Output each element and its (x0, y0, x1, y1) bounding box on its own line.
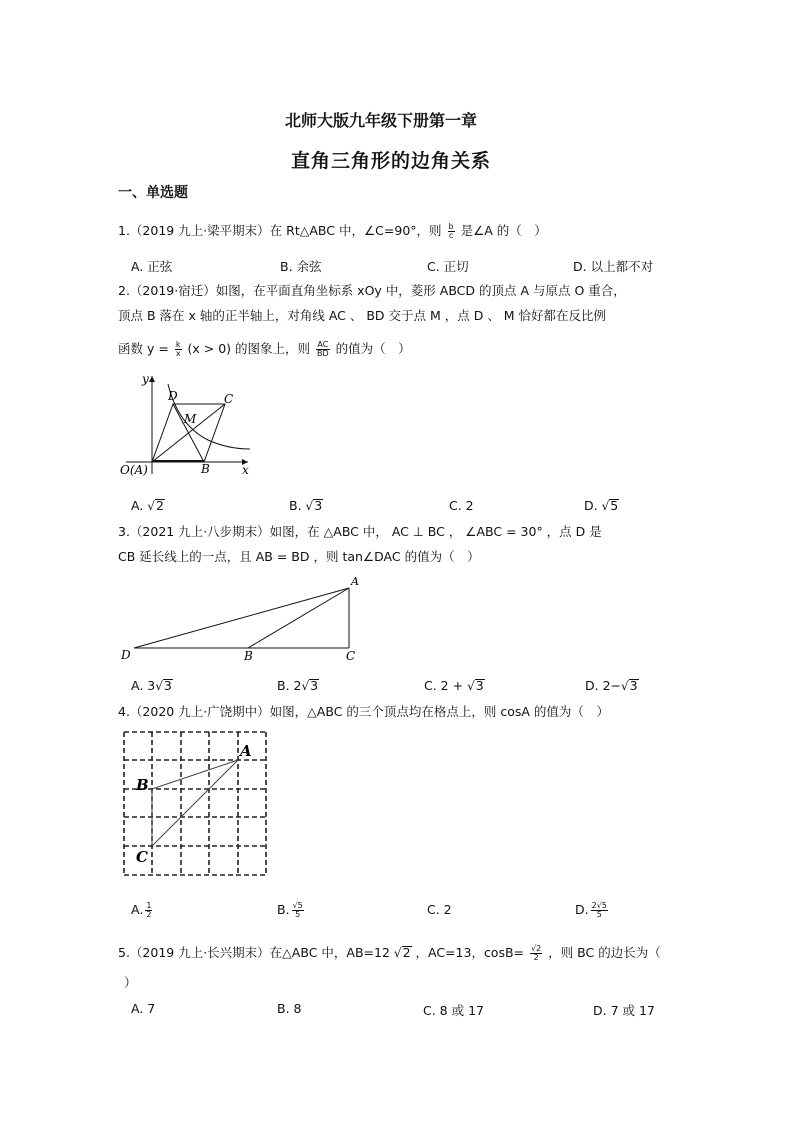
q2-line3-b: (x > 0) 的图象上，则 (187, 341, 311, 356)
q2-option-a[interactable] (131, 498, 165, 513)
q4-grid-figure (118, 728, 273, 880)
sqrt-icon: √ (393, 946, 402, 960)
q4-option-b[interactable] (277, 902, 306, 919)
document-title: 北师大版九年级下册第一章 (285, 111, 478, 130)
q3-opt-b-radicand: 3 (310, 678, 319, 693)
q3-segment-ad (134, 588, 349, 648)
q2-label-m: M (184, 412, 197, 426)
q3-opt-d-pre: D. 2− (585, 678, 621, 693)
q5-frac-den: 2 (533, 953, 539, 962)
q5-frac-num: √2 (531, 944, 542, 953)
q1-fraction (448, 223, 455, 240)
q4-line-1: 4.（2020 九上·广饶期中）如图，△ABC 的三个顶点均在格点上，则 cosA 的值为（ ） (118, 704, 609, 719)
q2-opt-d-label: D. (584, 498, 598, 513)
q2-line-2: 顶点 B 落在 x 轴的正半轴上，对角线 AC 、 BD 交于点 M ，点 D 、 M 恰好都在反比例 (118, 308, 607, 323)
q4-label-a: A (240, 742, 252, 760)
q5-line-1 (118, 944, 661, 962)
q2-option-d[interactable] (584, 498, 619, 513)
q2-label-c: C (224, 392, 234, 406)
section-heading: 一、单选题 (118, 185, 188, 201)
q4-label-c: C (136, 848, 148, 866)
q4-opt-d-den: 5 (596, 910, 602, 919)
q2-option-b[interactable] (289, 498, 323, 513)
q5-line1-c: ，则 BC 的边长为（ (548, 945, 661, 960)
q1-stem-a: 1.（2019 九上·梁平期末）在 Rt△ABC 中，∠C=90°，则 (118, 223, 442, 238)
q4-opt-d-label: D. (575, 902, 589, 917)
q4-opt-b-den: 5 (295, 910, 301, 919)
q3-opt-a-radicand: 3 (163, 678, 172, 693)
q3-option-a[interactable] (131, 678, 173, 693)
q4-opt-a-fraction (145, 902, 152, 919)
q4-side-ac (152, 760, 238, 846)
q2-frac-ac: AC (317, 340, 329, 349)
q2-opt-a-radicand: 2 (155, 498, 164, 513)
q4-opt-a-den: 2 (146, 910, 152, 919)
q4-opt-d-fraction (591, 902, 608, 919)
q2-label-x: x (242, 463, 249, 477)
q5-radicand: 2 (402, 945, 411, 960)
q3-label-a: A (351, 575, 359, 588)
q2-frac-bd: BD (317, 349, 329, 358)
q5-cos-fraction (530, 945, 542, 962)
sqrt-icon: √ (301, 679, 310, 693)
q2-opt-d-radicand: 5 (610, 498, 619, 513)
q2-frac-x: x (175, 349, 181, 358)
q4-option-c[interactable] (427, 902, 452, 917)
q3-opt-c-radicand: 3 (475, 678, 484, 693)
q4-opt-c-label: C. 2 (427, 902, 452, 917)
document-subtitle: 直角三角形的边角关系 (291, 150, 492, 172)
q2-opt-b-label: B. (289, 498, 302, 513)
q4-opt-a-num: 1 (146, 901, 152, 910)
q2-opt-c-label: C. 2 (449, 498, 474, 513)
q1-option-a[interactable]: A. 正弦 (131, 259, 173, 274)
q2-option-c[interactable] (449, 498, 474, 513)
q3-segment-ab (248, 588, 349, 648)
sqrt-icon: √ (305, 499, 314, 513)
q5-option-c[interactable]: C. 8 或 17 (423, 1003, 484, 1018)
q4-opt-b-fraction (292, 902, 304, 919)
q3-option-b[interactable] (277, 678, 319, 693)
sqrt-icon: √ (147, 499, 155, 513)
sqrt-icon: √ (155, 679, 163, 693)
q3-line-1: 3.（2021 九上·八步期末）如图，在 △ABC 中， AC ⊥ BC ， ∠ABC = 30° ，点 D 是 (118, 524, 602, 539)
q3-opt-d-radicand: 3 (629, 678, 638, 693)
q3-figure (118, 573, 368, 665)
q1-option-d[interactable]: D. 以上都不对 (573, 259, 654, 274)
q1-frac-num: b (448, 222, 454, 231)
q3-label-d: D (121, 648, 131, 662)
sqrt-icon: √ (467, 679, 475, 693)
question-1-stem (118, 222, 547, 240)
q2-ratio-fraction (316, 341, 330, 358)
sqrt-icon: √ (621, 679, 629, 693)
q2-opt-a-label: A. (131, 498, 144, 513)
q5-option-d[interactable]: D. 7 或 17 (593, 1003, 655, 1018)
sqrt-icon: √ (601, 499, 610, 513)
q1-option-c[interactable]: C. 正切 (427, 259, 469, 274)
q4-opt-b-label: B. (277, 902, 290, 917)
q1-frac-den: c (448, 231, 454, 240)
q2-line3-a: 函数 y = (118, 341, 169, 356)
q2-function-fraction (175, 341, 182, 358)
q1-stem-b: 是∠A 的（ ） (460, 223, 547, 238)
q2-label-o: O(A) (120, 463, 148, 477)
q4-side-ab (152, 760, 238, 789)
q3-option-c[interactable] (424, 678, 485, 693)
q4-label-b: B (136, 776, 149, 794)
q3-opt-c-pre: C. 2 + (424, 678, 468, 693)
q2-label-d: D (168, 389, 178, 403)
q3-label-c: C (346, 649, 356, 663)
q1-option-b[interactable]: B. 余弦 (280, 259, 322, 274)
q2-opt-b-radicand: 3 (314, 498, 323, 513)
q2-line-1: 2.（2019·宿迁）如图，在平面直角坐标系 xOy 中，菱形 ABCD 的顶点 A 与原点 O 重合， (118, 283, 626, 298)
q4-option-a[interactable] (131, 902, 154, 919)
q3-line-2: CB 延长线上的一点，且 AB = BD ，则 tan∠DAC 的值为（ ） (118, 549, 480, 564)
q4-opt-b-num: √5 (292, 901, 303, 910)
q5-option-b[interactable]: B. 8 (277, 1001, 302, 1016)
q2-label-y: y (142, 372, 149, 386)
q5-line1-a: 5.（2019 九上·长兴期末）在△ABC 中，AB=12 (118, 945, 390, 960)
q5-line-2: ） (124, 975, 137, 990)
q4-opt-d-num: 2√5 (591, 901, 607, 910)
q5-line1-b: ，AC=13，cosB= (415, 945, 525, 960)
q4-opt-a-label: A. (131, 902, 144, 917)
q2-figure (118, 370, 263, 478)
q3-opt-b-pre: B. 2 (277, 678, 302, 693)
q4-option-d[interactable] (575, 902, 610, 919)
q5-option-a[interactable]: A. 7 (131, 1001, 156, 1016)
q3-option-d[interactable] (585, 678, 639, 693)
q3-opt-a-pre: A. 3 (131, 678, 156, 693)
q2-line3-c: 的值为（ ） (335, 341, 411, 356)
q2-frac-k: k (175, 340, 181, 349)
q3-label-b: B (244, 649, 253, 663)
q2-line-3 (118, 340, 411, 358)
q2-label-b: B (201, 462, 210, 476)
